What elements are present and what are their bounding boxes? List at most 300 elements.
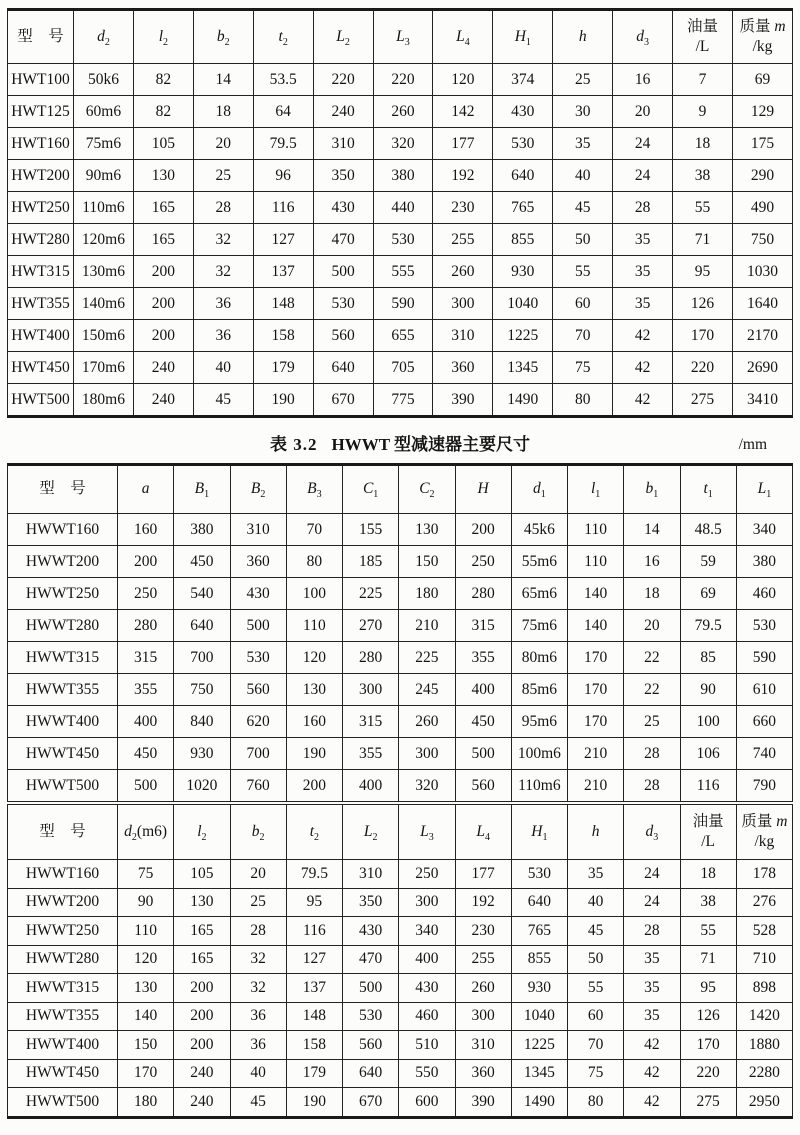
header-line [195,27,252,47]
value-cell: 590 [736,642,792,674]
header-text-segment: 2 [314,832,320,844]
header-line [344,479,397,499]
header-text-segment: b [645,480,654,498]
value-cell: 930 [493,256,553,288]
value-cell: 855 [493,224,553,256]
value-cell: 450 [118,738,174,770]
value-cell: 32 [230,945,286,974]
value-cell: 28 [624,917,680,946]
value-cell: 185 [343,546,399,578]
value-cell: 150 [399,546,455,578]
value-cell: 55 [680,917,736,946]
value-cell: 179 [286,1059,342,1088]
header-text-segment: L [456,27,465,45]
header-line [119,479,172,499]
caption-unit-label: /mm [738,436,767,453]
header-text-segment: 4 [484,832,490,844]
value-cell: 1345 [493,352,553,384]
value-cell: 120m6 [74,224,134,256]
value-cell: 165 [174,917,230,946]
value-cell: 65m6 [511,578,567,610]
value-cell: 250 [118,578,174,610]
value-cell: 750 [174,674,230,706]
model-cell: HWT355 [8,288,74,320]
header-text-segment: d [533,480,541,498]
column-header [230,805,286,860]
column-header [511,805,567,860]
header-text-segment: b [216,27,225,45]
value-cell: 640 [313,352,373,384]
value-cell: 90 [118,888,174,917]
value-cell: 105 [174,860,230,889]
value-cell: 60m6 [74,96,134,128]
value-cell: 130 [286,674,342,706]
value-cell: 90m6 [74,160,134,192]
table-row [8,160,793,192]
value-cell: 275 [673,384,733,417]
header-line [9,27,72,47]
value-cell: 340 [736,514,792,546]
value-cell: 670 [313,384,373,417]
value-cell: 25 [193,160,253,192]
value-cell: 180 [118,1088,174,1118]
value-cell: 69 [680,578,736,610]
value-cell: 42 [624,1059,680,1088]
header-text-segment: H [514,27,526,45]
value-cell: 192 [455,888,511,917]
header-text-segment: b [251,822,260,840]
value-cell: 165 [133,224,193,256]
model-cell: HWT450 [8,352,74,384]
value-cell: 705 [373,352,433,384]
column-header [74,10,134,64]
value-cell: 315 [455,610,511,642]
table-row [8,738,793,770]
value-cell: 500 [343,974,399,1003]
column-header [8,10,74,64]
value-cell: 220 [373,64,433,96]
value-cell: 35 [613,288,673,320]
hwt-dimensions-table [7,8,793,418]
model-cell: HWT200 [8,160,74,192]
value-cell: 200 [286,770,342,802]
caption-title: HWWT 型减速器主要尺寸 [331,435,530,454]
model-cell: HWT125 [8,96,74,128]
value-cell: 40 [230,1059,286,1088]
column-header [399,805,455,860]
header-line [135,27,192,47]
column-header [8,465,118,514]
value-cell: 25 [624,706,680,738]
table-row [8,546,793,578]
header-text-segment: 质量 [739,17,775,35]
header-text-segment: L [476,822,485,840]
value-cell: 95 [673,256,733,288]
header-text-segment: l [590,480,596,498]
header-line [315,27,372,47]
value-cell: 192 [433,160,493,192]
column-header [455,465,511,514]
value-cell: 140 [568,610,624,642]
value-cell: 25 [230,888,286,917]
header-text-segment: l [197,822,202,840]
header-text-segment: t [309,822,315,840]
table-row [8,1002,793,1031]
value-cell: 148 [253,288,313,320]
header-line [738,832,791,852]
value-cell: 140 [568,578,624,610]
value-cell: 42 [624,1088,680,1118]
header-text-segment: 2 [163,37,169,49]
value-cell: 96 [253,160,313,192]
value-cell: 20 [624,610,680,642]
table-caption [7,433,793,457]
value-cell: 130 [133,160,193,192]
value-cell: 18 [624,578,680,610]
header-text-segment: 1 [595,489,601,501]
header-text-segment: L [396,27,405,45]
header-text-segment: d [645,822,654,840]
header-text-segment: B [250,480,261,498]
header-text-segment: 1 [373,489,379,501]
value-cell: 48.5 [680,514,736,546]
value-cell: 355 [455,642,511,674]
value-cell: 38 [680,888,736,917]
header-text-segment: 型 号 [39,822,86,840]
header-text-segment: 2 [260,489,266,501]
column-header [399,465,455,514]
value-cell: 70 [553,320,613,352]
table-row [8,514,793,546]
header-text-segment: h [591,822,600,840]
value-cell: 95 [286,888,342,917]
header-text-segment: 3 [428,832,434,844]
value-cell: 45 [568,917,624,946]
value-cell: 100 [286,578,342,610]
value-cell: 290 [732,160,792,192]
header-row [8,465,793,514]
value-cell: 24 [624,860,680,889]
value-cell: 32 [193,256,253,288]
value-cell: 35 [624,945,680,974]
value-cell: 210 [568,770,624,802]
column-header [568,465,624,514]
value-cell: 1020 [174,770,230,802]
value-cell: 180 [399,578,455,610]
table-row [8,224,793,256]
header-line [625,479,678,499]
hwt-table-header [8,10,793,64]
value-cell: 7 [673,64,733,96]
header-line [614,27,671,47]
value-cell: 190 [286,738,342,770]
value-cell: 1345 [511,1059,567,1088]
header-text-segment: 2 [104,37,110,49]
value-cell: 530 [373,224,433,256]
value-cell: 20 [193,128,253,160]
value-cell: 45 [553,192,613,224]
table-row [8,1088,793,1118]
column-header [553,10,613,64]
value-cell: 450 [174,546,230,578]
header-text-segment: d [97,27,105,45]
value-cell: 40 [553,160,613,192]
value-cell: 200 [174,1031,230,1060]
value-cell: 255 [433,224,493,256]
value-cell: 16 [624,546,680,578]
column-header [373,10,433,64]
value-cell: 18 [680,860,736,889]
value-cell: 158 [286,1031,342,1060]
value-cell: 24 [613,128,673,160]
value-cell: 120 [286,642,342,674]
value-cell: 80 [553,384,613,417]
value-cell: 190 [286,1088,342,1118]
value-cell: 655 [373,320,433,352]
value-cell: 40 [193,352,253,384]
value-cell: 100m6 [511,738,567,770]
value-cell: 160 [118,514,174,546]
value-cell: 36 [193,288,253,320]
value-cell: 71 [680,945,736,974]
value-cell: 155 [343,514,399,546]
model-cell: HWWT200 [8,546,118,578]
header-text-segment: L [420,822,429,840]
header-text-segment: 油量 [692,812,724,830]
header-text-segment: 2 [259,832,265,844]
header-text-segment: 3 [404,37,410,49]
value-cell: 28 [624,738,680,770]
value-cell: 210 [568,738,624,770]
value-cell: 177 [433,128,493,160]
table-row [8,64,793,96]
value-cell: 35 [624,974,680,1003]
header-line [9,822,116,842]
value-cell: 500 [313,256,373,288]
value-cell: 170 [118,1059,174,1088]
value-cell: 530 [313,288,373,320]
value-cell: 130m6 [74,256,134,288]
model-cell: HWT100 [8,64,74,96]
value-cell: 740 [736,738,792,770]
column-header [624,465,680,514]
model-cell: HWWT400 [8,1031,118,1060]
table-row [8,192,793,224]
value-cell: 300 [399,738,455,770]
value-cell: 240 [174,1088,230,1118]
column-header [193,10,253,64]
value-cell: 32 [230,974,286,1003]
value-cell: 640 [493,160,553,192]
value-cell: 127 [253,224,313,256]
value-cell: 930 [511,974,567,1003]
value-cell: 320 [373,128,433,160]
column-header [133,10,193,64]
value-cell: 245 [399,674,455,706]
value-cell: 350 [343,888,399,917]
hwwt-shaft-table-header [8,805,793,860]
value-cell: 1420 [736,1002,792,1031]
model-cell: HWWT450 [8,738,118,770]
header-line [513,822,566,842]
value-cell: 710 [736,945,792,974]
value-cell: 255 [455,945,511,974]
header-text-segment: 油量 [687,17,719,35]
header-text-segment: 2 [344,37,350,49]
header-text-segment: /L [695,38,710,55]
value-cell: 355 [118,674,174,706]
hwwt-table-body [8,514,793,802]
value-cell: 126 [673,288,733,320]
value-cell: 130 [174,888,230,917]
value-cell: 127 [286,945,342,974]
value-cell: 700 [230,738,286,770]
value-cell: 300 [399,888,455,917]
header-text-segment: L [336,27,345,45]
value-cell: 240 [133,352,193,384]
column-header [118,465,174,514]
model-cell: HWWT355 [8,1002,118,1031]
header-line [734,17,791,37]
header-text-segment: 2 [201,832,207,844]
header-text-segment: C [362,480,374,498]
value-cell: 116 [680,770,736,802]
value-cell: 500 [230,610,286,642]
value-cell: 75 [568,1059,624,1088]
value-cell: 35 [568,860,624,889]
column-header [680,465,736,514]
value-cell: 440 [373,192,433,224]
value-cell: 179 [253,352,313,384]
value-cell: 60 [553,288,613,320]
value-cell: 230 [433,192,493,224]
value-cell: 620 [230,706,286,738]
header-line [344,822,397,842]
value-cell: 90 [680,674,736,706]
table-row [8,945,793,974]
value-cell: 50 [568,945,624,974]
header-line [375,27,432,47]
value-cell: 225 [343,578,399,610]
header-line [494,27,551,47]
value-cell: 500 [455,738,511,770]
value-cell: 530 [343,1002,399,1031]
value-cell: 140 [118,1002,174,1031]
value-cell: 550 [399,1059,455,1088]
value-cell: 250 [399,860,455,889]
value-cell: 50k6 [74,64,134,96]
value-cell: 85m6 [511,674,567,706]
column-header [455,805,511,860]
value-cell: 760 [230,770,286,802]
value-cell: 220 [673,352,733,384]
header-line [457,479,510,499]
hwt-table-body [8,64,793,417]
value-cell: 38 [673,160,733,192]
column-header [253,10,313,64]
value-cell: 18 [193,96,253,128]
value-cell: 1040 [511,1002,567,1031]
value-cell: 500 [118,770,174,802]
value-cell: 670 [343,1088,399,1118]
column-header [568,805,624,860]
header-line [625,822,678,842]
table-row [8,96,793,128]
value-cell: 75m6 [511,610,567,642]
value-cell: 85 [680,642,736,674]
table-row [8,578,793,610]
model-cell: HWWT280 [8,610,118,642]
header-text-segment: 2 [429,489,435,501]
value-cell: 1490 [493,384,553,417]
value-cell: 79.5 [286,860,342,889]
value-cell: 42 [613,320,673,352]
value-cell: 170 [568,674,624,706]
value-cell: 32 [193,224,253,256]
value-cell: 360 [433,352,493,384]
value-cell: 82 [133,64,193,96]
value-cell: 430 [313,192,373,224]
value-cell: 1490 [511,1088,567,1118]
value-cell: 310 [313,128,373,160]
header-text-segment: 3 [643,37,649,49]
column-header [736,805,792,860]
value-cell: 430 [230,578,286,610]
value-cell: 855 [511,945,567,974]
column-header [118,805,174,860]
value-cell: 225 [399,642,455,674]
header-line [457,822,510,842]
value-cell: 70 [568,1031,624,1060]
value-cell: 130 [399,514,455,546]
value-cell: 470 [313,224,373,256]
model-cell: HWWT160 [8,514,118,546]
value-cell: 200 [174,1002,230,1031]
header-line [175,822,228,842]
header-line [434,27,491,47]
table-row [8,674,793,706]
header-text-segment: /kg [752,38,773,55]
value-cell: 380 [174,514,230,546]
value-cell: 24 [624,888,680,917]
value-cell: 106 [680,738,736,770]
table-row [8,860,793,889]
value-cell: 110 [286,610,342,642]
model-cell: HWT160 [8,128,74,160]
column-header [433,10,493,64]
header-text-segment: d [124,822,132,840]
header-line [288,479,341,499]
header-line [569,479,622,499]
value-cell: 59 [680,546,736,578]
value-cell: 790 [736,770,792,802]
value-cell: 775 [373,384,433,417]
value-cell: 180m6 [74,384,134,417]
header-text-segment: a [141,480,150,498]
value-cell: 300 [433,288,493,320]
header-text-segment: 型 号 [17,27,64,45]
value-cell: 79.5 [680,610,736,642]
value-cell: 45 [193,384,253,417]
header-text-segment: 2 [131,832,137,844]
header-line [9,479,116,499]
header-line [674,37,731,57]
value-cell: 400 [118,706,174,738]
column-header [286,465,342,514]
value-cell: 1880 [736,1031,792,1060]
value-cell: 165 [133,192,193,224]
header-line [288,822,341,842]
